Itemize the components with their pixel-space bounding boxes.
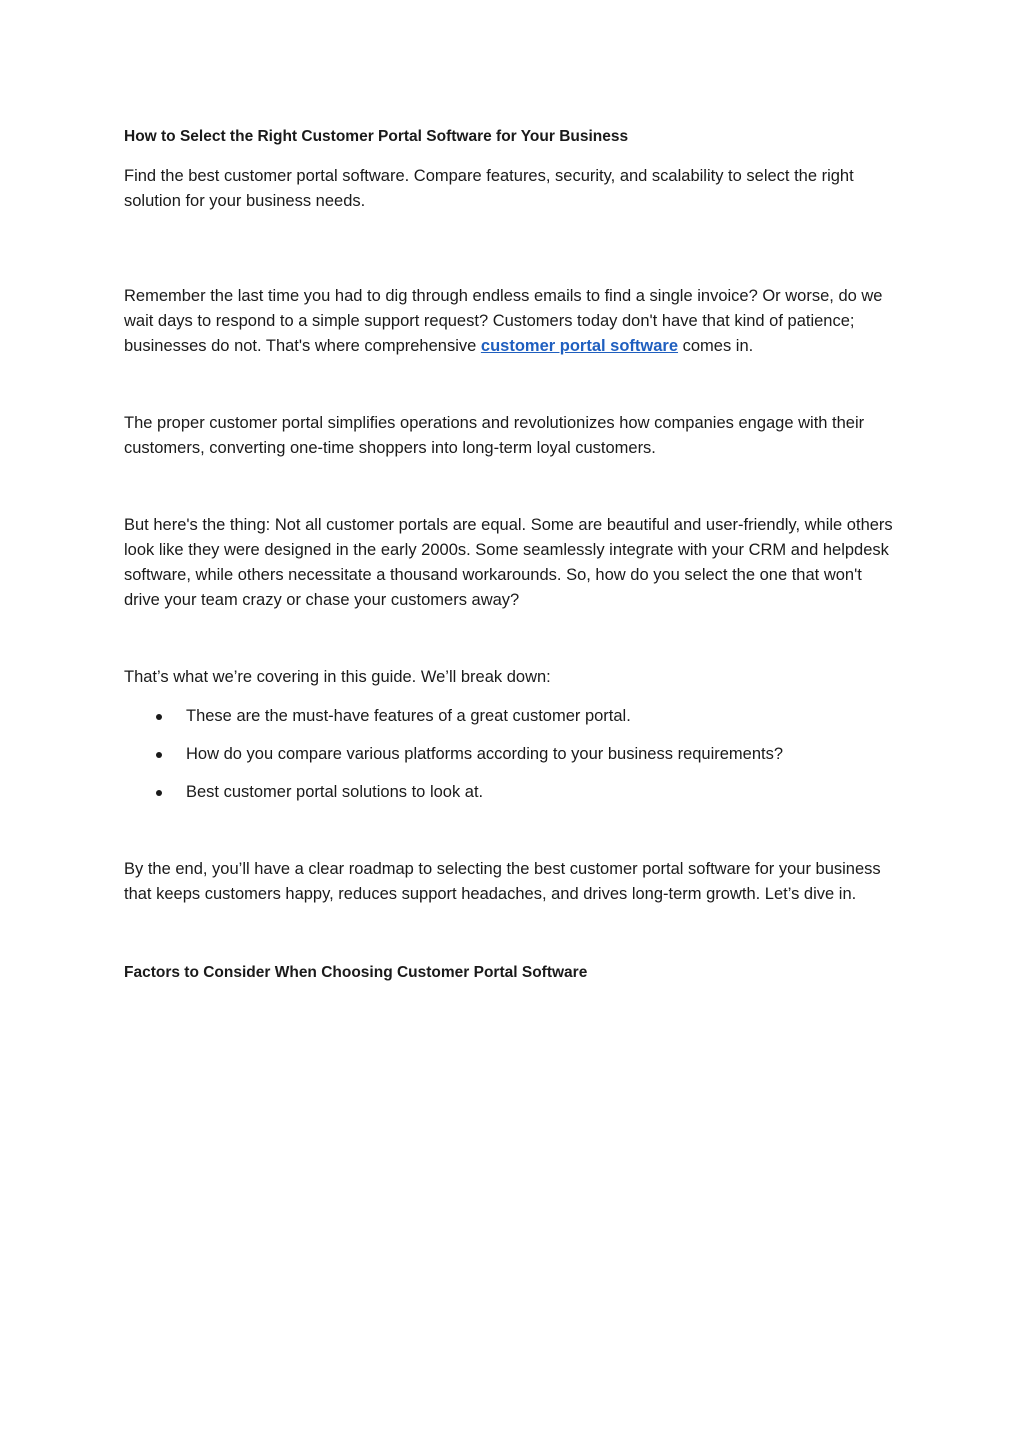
list-item-text: Best customer portal solutions to look at. [186, 783, 484, 801]
breakdown-list [124, 704, 899, 805]
customer-portal-software-link[interactable]: customer portal software [480, 337, 679, 355]
section-heading: Factors to Consider When Choosing Customer Portal Software [124, 964, 588, 981]
list-item [124, 704, 899, 729]
paragraph-remember-text: Remember the last time you had to dig through endless emails to find a single invoice? Or worse, do we wait days to respond to a simple support request? Customers today don't have that kind of patience; businesses do not. That's where comprehensive [124, 287, 883, 355]
paragraph-not-all-equal: But here's the thing: Not all customer portals are equal. Some are beautiful and user-friendly, while others look like they were designed in the early 2000s. Some seamlessly integrate with your CRM and helpdesk software, while others necessitate a thousand workarounds. So, how do you select the one that won't drive your team crazy or chase your customers away? [124, 516, 893, 609]
list-item [124, 742, 899, 767]
paragraph-remember [124, 284, 899, 359]
page-title: How to Select the Right Customer Portal Software for Your Business [124, 128, 629, 145]
paragraph-remember-end: comes in. [678, 337, 754, 355]
list-item [124, 780, 899, 805]
paragraph-guide-intro: That’s what we’re covering in this guide. We’ll break down: [124, 668, 551, 686]
list-item-text: How do you compare various platforms according to your business requirements? [186, 745, 784, 763]
bullet-icon [156, 714, 162, 720]
intro-paragraph: Find the best customer portal software. Compare features, security, and scalability to select the right solution for your business needs. [124, 167, 854, 210]
paragraph-proper-portal: The proper customer portal simplifies operations and revolutionizes how companies engage with their customers, converting one-time shoppers into long-term loyal customers. [124, 414, 865, 457]
document-body [124, 124, 899, 985]
bullet-icon [156, 752, 162, 758]
bullet-icon [156, 790, 162, 796]
list-item-text: These are the must-have features of a great customer portal. [186, 707, 631, 725]
paragraph-by-the-end: By the end, you’ll have a clear roadmap to selecting the best customer portal software for your business that keeps customers happy, reduces support headaches, and drives long-term growth. Let’s dive in. [124, 860, 881, 903]
